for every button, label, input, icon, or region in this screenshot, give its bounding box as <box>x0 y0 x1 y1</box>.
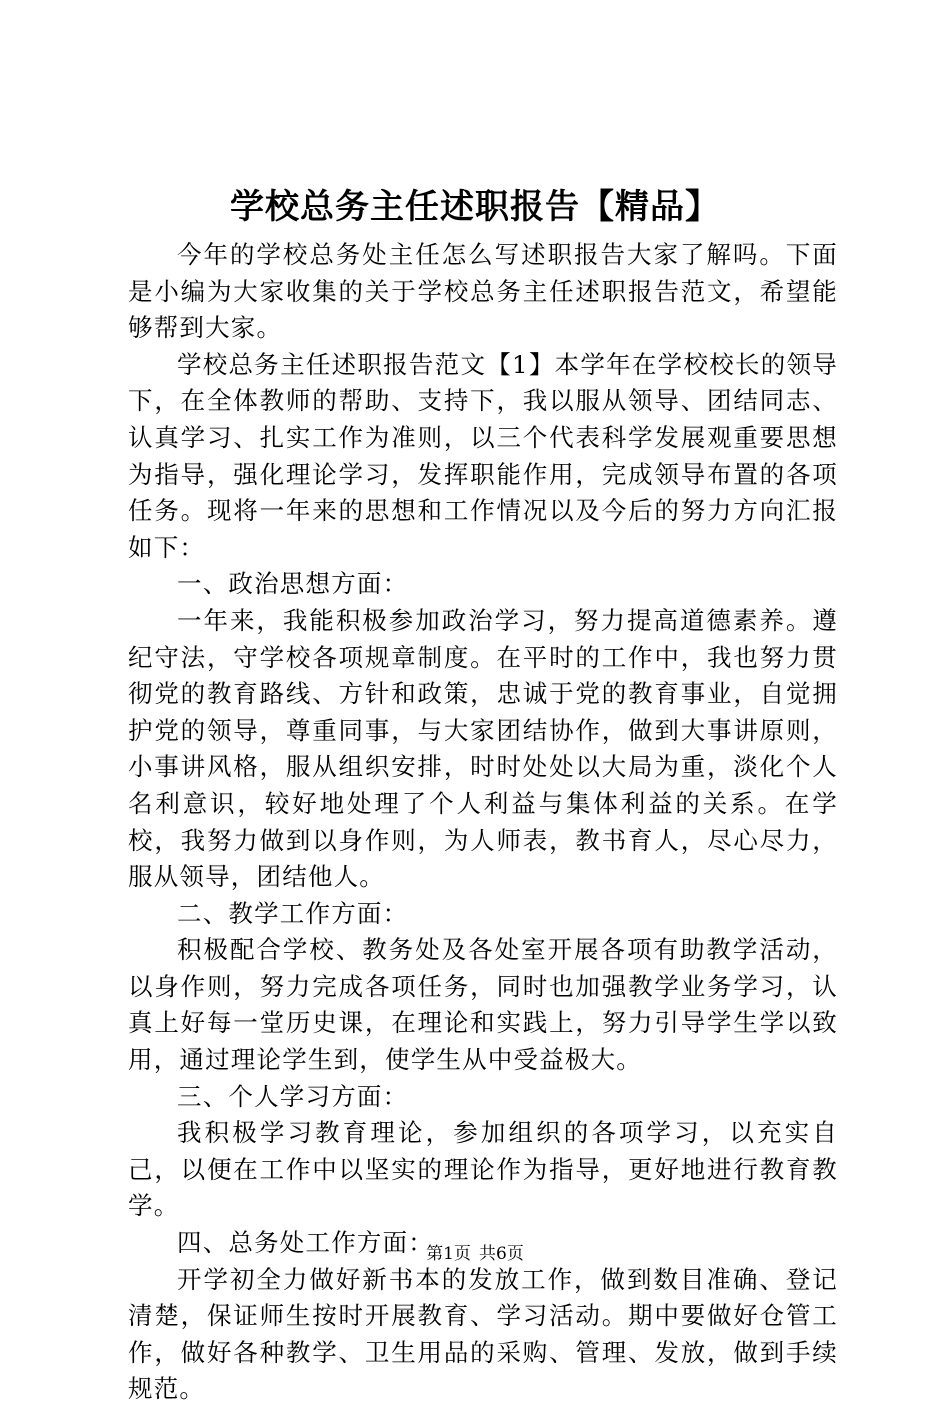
document-title: 学校总务主任述职报告【精品】 <box>230 187 720 227</box>
teaching-paragraph: 积极配合学校、教务处及各处室开展各项有助教学活动，以身作则，努力完成各项任务，同时也加强教学业务学习，认真上好每一堂历史课，在理论和实践上，努力引导学生学以致用，通过理论学生到，使学生从中受益极大。 <box>128 935 838 1075</box>
page-footer <box>0 1243 950 1265</box>
page-number: 第1页 <box>426 1244 471 1264</box>
general-affairs-paragraph: 开学初全力做好新书本的发放工作，做到数目准确、登记清楚，保证师生按时开展教育、学习活动。期中要做好仓管工作，做好各种教学、卫生用品的采购、管理、发放，做到手续规范。 <box>128 1264 838 1404</box>
section-heading-teaching: 二、教学工作方面： <box>177 898 409 928</box>
intro-paragraph: 今年的学校总务处主任怎么写述职报告大家了解吗。下面是小编为大家收集的关于学校总务主任述职报告范文，希望能够帮到大家。 <box>128 240 838 343</box>
page-total: 共6页 <box>479 1244 524 1264</box>
report-opening-paragraph: 学校总务主任述职报告范文【1】本学年在学校校长的领导下，在全体教师的帮助、支持下，我以服从领导、团结同志、认真学习、扎实工作为准则，以三个代表科学发展观重要思想为指导，强化理论学习，发挥职能作用，完成领导布置的各项任务。现将一年来的思想和工作情况以及今后的努力方向汇报如下： <box>128 349 838 562</box>
section-heading-study: 三、个人学习方面： <box>177 1081 409 1111</box>
political-paragraph: 一年来，我能积极参加政治学习，努力提高道德素养。遵纪守法，守学校各项规章制度。在平时的工作中，我也努力贯彻党的教育路线、方针和政策，忠诚于党的教育事业，自觉拥护党的领导，尊重同事，与大家团结协作，做到大事讲原则，小事讲风格，服从组织安排，时时处处以大局为重，淡化个人名利意识，较好地处理了个人利益与集体利益的关系。在学校，我努力做到以身作则，为人师表，教书育人，尽心尽力，服从领导，团结他人。 <box>128 605 838 892</box>
study-paragraph: 我积极学习教育理论，参加组织的各项学习，以充实自己，以便在工作中以坚实的理论作为指导，更好地进行教育教学。 <box>128 1118 838 1221</box>
section-heading-political: 一、政治思想方面： <box>177 569 409 599</box>
section-heading-general-affairs: 四、总务处工作方面： <box>177 1228 434 1258</box>
document-body <box>128 237 838 1408</box>
